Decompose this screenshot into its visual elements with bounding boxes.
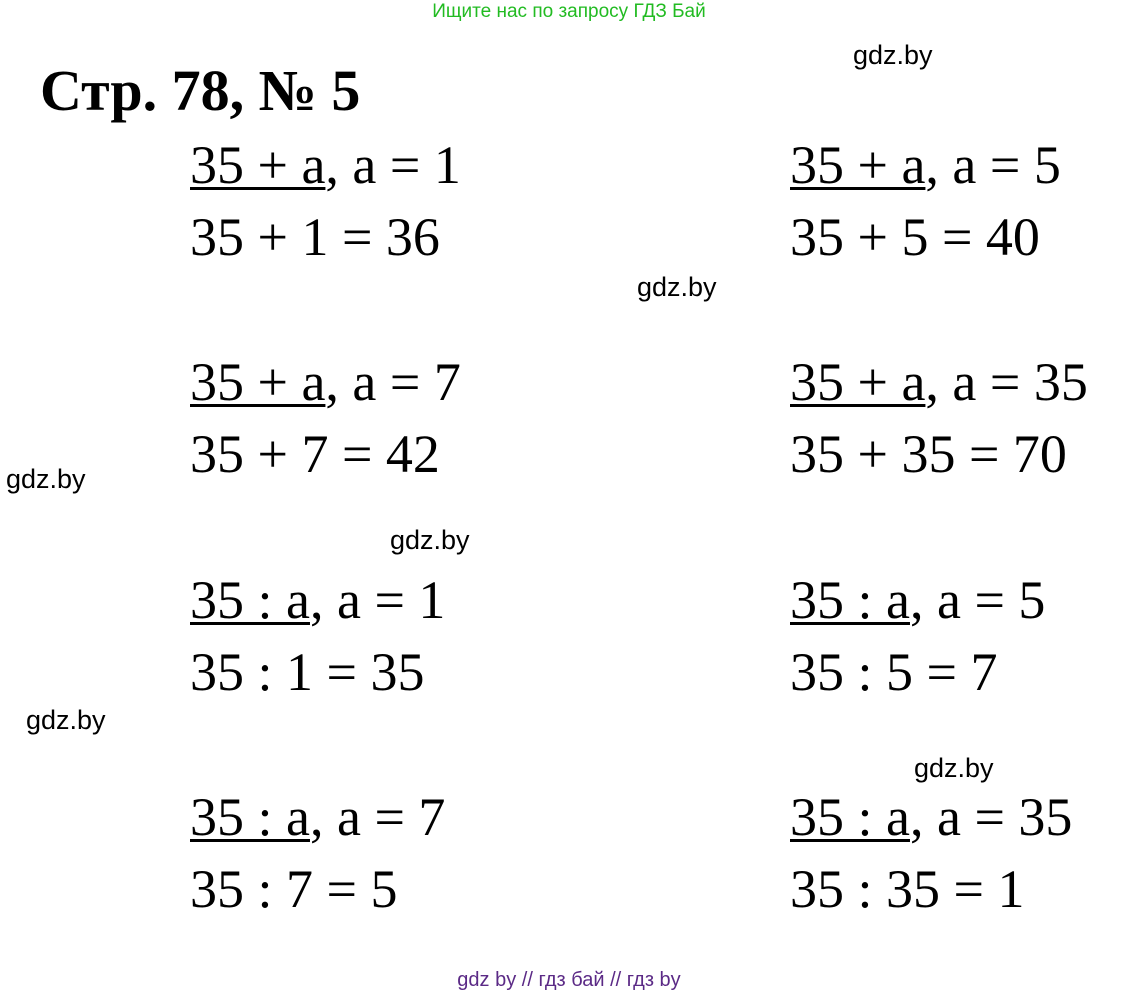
variable-value: , a = 1: [325, 135, 461, 195]
watermark: gdz.by: [390, 525, 470, 555]
problem-result: 35 : 5 = 7: [790, 642, 998, 702]
variable-value: , a = 7: [325, 352, 461, 412]
problem-condition: [790, 787, 1073, 847]
problem-condition: [790, 135, 1061, 195]
problem-result: 35 : 1 = 35: [190, 642, 425, 702]
problem-result: 35 + 5 = 40: [790, 207, 1040, 267]
variable-value: , a = 35: [925, 352, 1088, 412]
variable-value: , a = 5: [925, 135, 1061, 195]
problem-condition: [790, 352, 1088, 412]
underlined-expression: 35 : a: [790, 570, 910, 630]
watermark: gdz.by: [914, 753, 994, 783]
problem-result: 35 : 7 = 5: [190, 859, 398, 919]
page-title: Стр. 78, № 5: [40, 58, 361, 123]
problem-result: 35 : 35 = 1: [790, 859, 1025, 919]
underlined-expression: 35 + a: [190, 352, 326, 412]
variable-value: , a = 1: [309, 570, 446, 630]
underlined-expression: 35 : a: [190, 787, 310, 847]
variable-value: , a = 5: [909, 570, 1046, 630]
variable-value: , a = 7: [309, 787, 446, 847]
problem-result: 35 + 7 = 42: [190, 424, 440, 484]
search-banner[interactable]: Ищите нас по запросу ГДЗ Бай: [432, 1, 706, 22]
underlined-expression: 35 + a: [790, 352, 926, 412]
problem-condition: [190, 787, 446, 847]
underlined-expression: 35 + a: [190, 135, 326, 195]
problem-condition: [790, 570, 1046, 630]
variable-value: , a = 35: [909, 787, 1073, 847]
problem-result: 35 + 1 = 36: [190, 207, 440, 267]
problem-condition: [190, 352, 461, 412]
problem-condition: [190, 570, 446, 630]
problem-condition: [190, 135, 461, 195]
underlined-expression: 35 + a: [790, 135, 926, 195]
problem-result: 35 + 35 = 70: [790, 424, 1067, 484]
watermark: gdz.by: [26, 705, 106, 735]
watermark: gdz.by: [6, 464, 86, 494]
watermark: gdz.by: [853, 40, 933, 70]
underlined-expression: 35 : a: [190, 570, 310, 630]
watermark: gdz.by: [637, 272, 717, 302]
underlined-expression: 35 : a: [790, 787, 910, 847]
footer-links[interactable]: gdz by // гдз бай // гдз by: [457, 969, 681, 991]
